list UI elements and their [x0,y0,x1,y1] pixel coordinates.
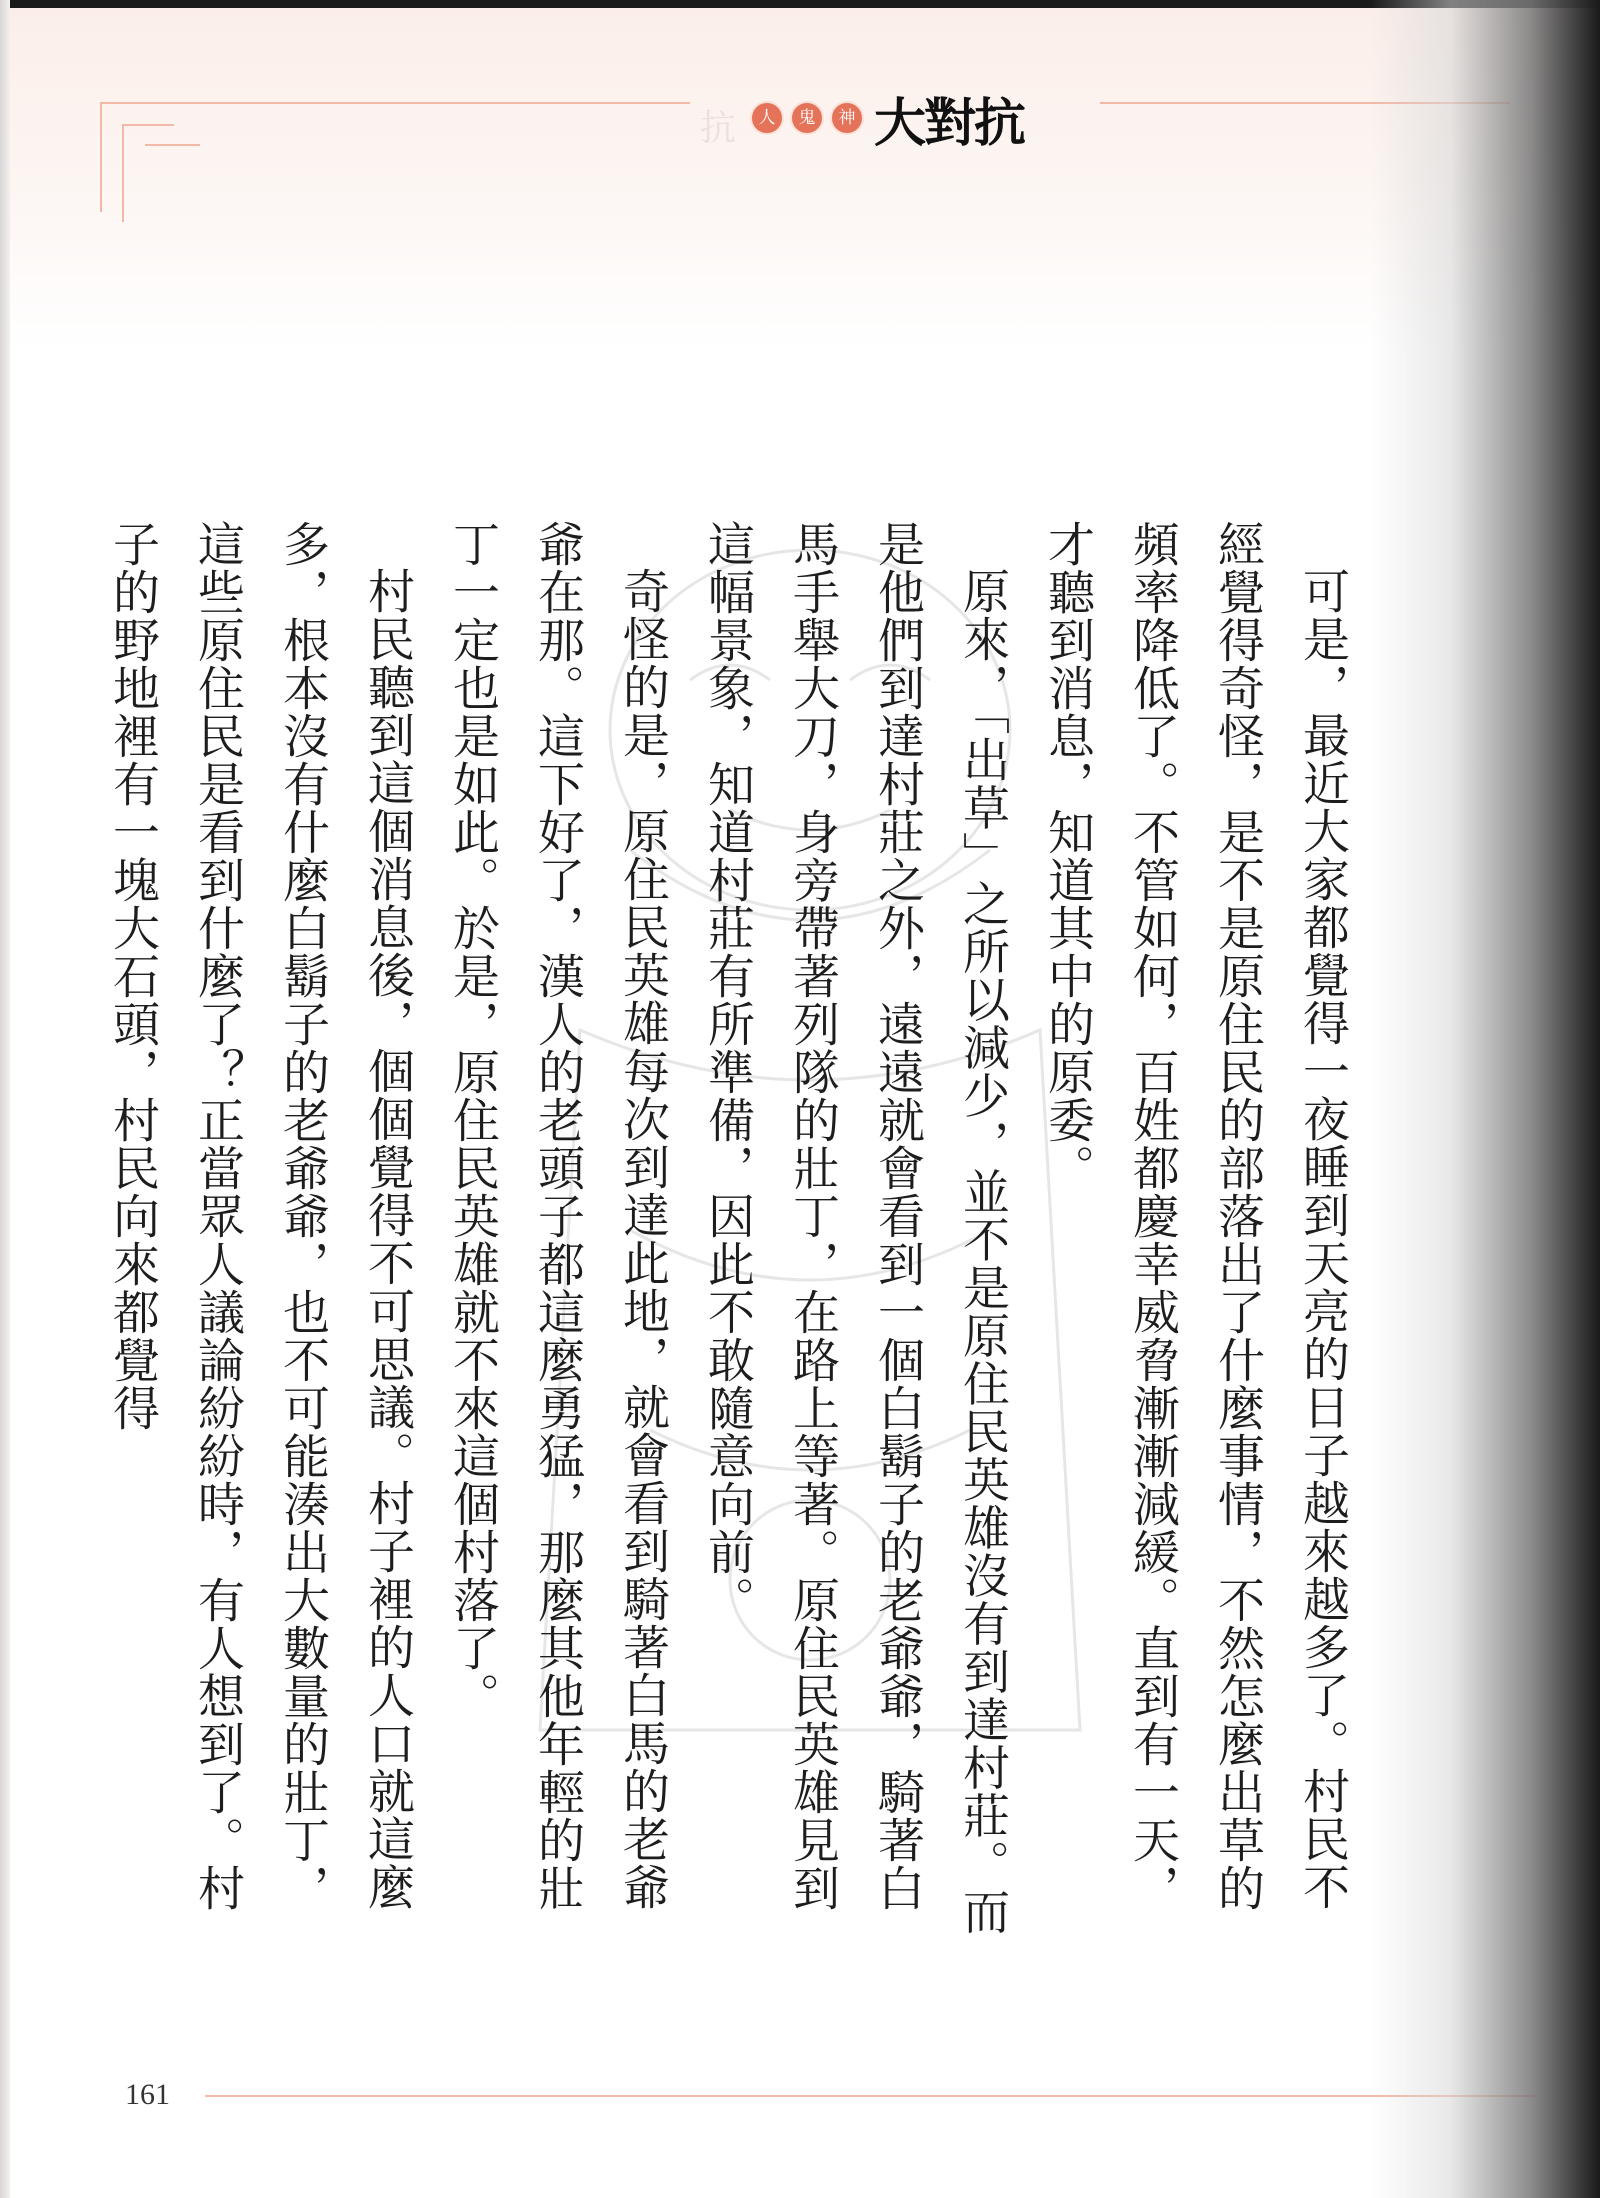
paragraph-1: 可是，最近大家都覺得一夜睡到天亮的日子越來越多了。村民不經覺得奇怪，是不是原住民的部落出了什麼事情，不然怎麼出草的頻率降低了。不管如何，百姓都慶幸威脅漸漸減緩。直到有一天，才聽到消息，知道其中的原委。 [1040,520,1350,1912]
header-corner-ornament-step [145,124,200,146]
header-badge-char-3: 神 [830,101,864,135]
footer-rule [205,2095,1535,2097]
header-ghost-mark: 抗 [700,108,737,149]
body-text [105,520,1365,1940]
header-title [750,88,1025,154]
page-left-edge [0,0,10,2198]
header-title-text: 大對抗 [874,93,1025,154]
header-badge-char-2: 鬼 [790,101,824,135]
paragraph-4: 村民聽到這個消息後，個個覺得不可思議。村子裡的人口就這麼多，根本沒有什麼白鬍子的老爺爺，也不可能湊出大數量的壯丁，這些原住民是看到什麼了？正當眾人議論紛紛時，有人想到了。村子的野地裡有一塊大石頭，村民向來都覺得 [105,520,415,1912]
header-rule-left [100,102,690,104]
paragraph-3: 奇怪的是，原住民英雄每次到達此地，就會看到騎著白馬的老爺爺在那。這下好了，漢人的老頭子都這麼勇猛，那麼其他年輕的壯丁一定也是如此。於是，原住民英雄就不來這個村落了。 [445,520,670,1912]
paragraph-2: 原來，「出草」之所以減少，並不是原住民英雄沒有到達村莊。而是他們到達村莊之外，遠遠就會看到一個白鬍子的老爺爺，騎著白馬手舉大刀，身旁帶著列隊的壯丁，在路上等著。原住民英雄見到這幅景象，知道村莊有所準備，因此不敢隨意向前。 [700,520,1010,1936]
book-gutter-shadow [1370,0,1600,2198]
page-number: 161 [125,2078,170,2111]
header-badge-char-1: 人 [750,101,784,135]
scan-top-edge [0,0,1600,8]
